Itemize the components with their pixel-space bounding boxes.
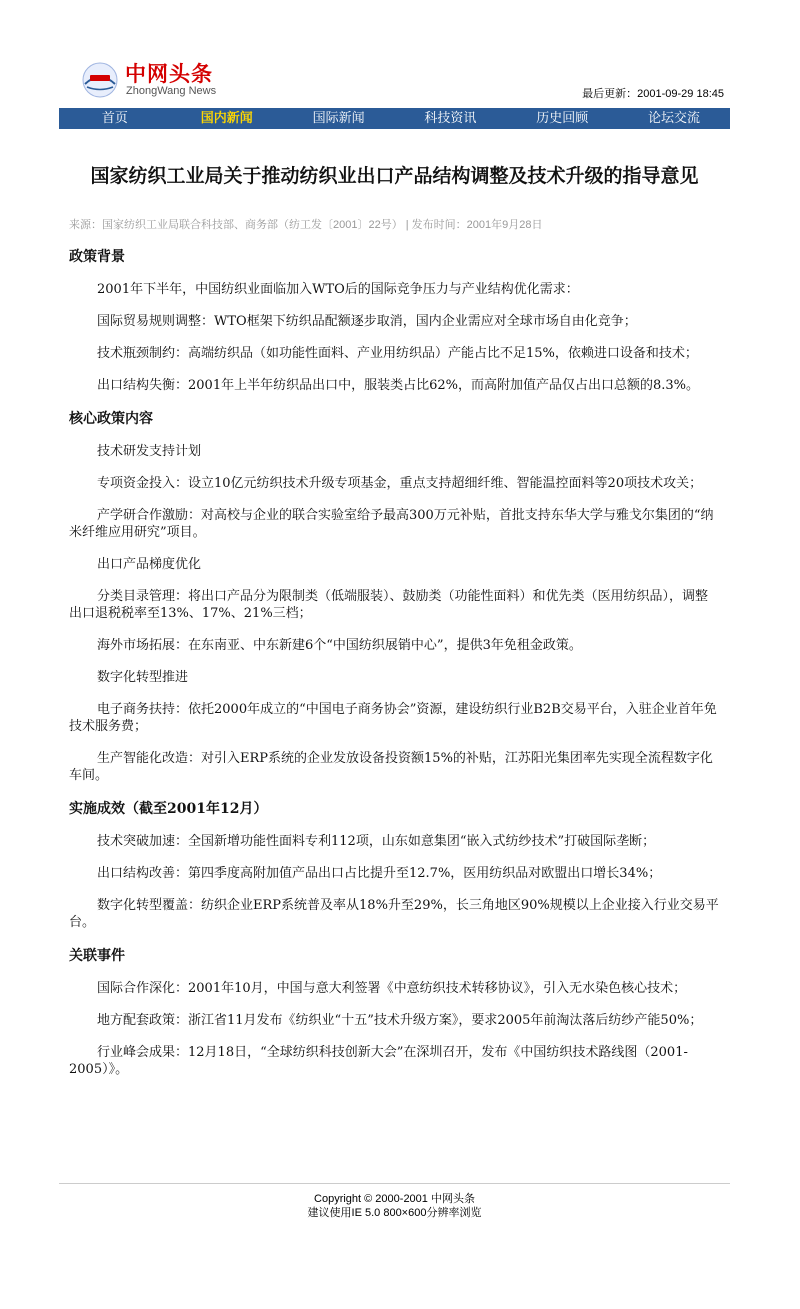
main-nav bbox=[59, 108, 730, 129]
section-heading: 政策背景 bbox=[69, 249, 125, 265]
site-footer bbox=[59, 1192, 730, 1220]
logo-title[interactable]: 中网头条 bbox=[125, 62, 213, 86]
page bbox=[59, 0, 730, 1219]
footer-divider bbox=[59, 1183, 730, 1184]
nav-item-history[interactable]: 历史回顾 bbox=[536, 111, 589, 126]
paragraph: 技术瓶颈制约：高端纺织品（如功能性面料、产业用纺织品）产能占比不足15%，依赖进口设备和技术； bbox=[97, 346, 698, 361]
article-title: 国家纺织工业局关于推动纺织业出口产品结构调整及技术升级的指导意见 bbox=[90, 164, 699, 187]
logo-subtitle: ZhongWang News bbox=[126, 85, 217, 97]
last-updated: 最后更新：2001-09-29 18:45 bbox=[582, 88, 724, 100]
article-body bbox=[69, 247, 720, 1078]
paragraph: 分类目录管理：将出口产品分为限制类（低端服装）、鼓励类（功能性面料）和优先类（医用纺织品），调整出口退税税率至13%、17%、21%三档； bbox=[69, 589, 709, 621]
nav-item-domestic-news[interactable]: 国内新闻 bbox=[200, 111, 253, 126]
paragraph: 出口结构失衡：2001年上半年纺织品出口中，服装类占比62%，而高附加值产品仅占出口总额的8.3%。 bbox=[97, 378, 700, 393]
paragraph: 国际贸易规则调整：WTO框架下纺织品配额逐步取消，国内企业需应对全球市场自由化竞争； bbox=[97, 314, 637, 329]
paragraph: 国际合作深化：2001年10月，中国与意大利签署《中意纺织技术转移协议》，引入无水染色核心技术； bbox=[97, 981, 687, 996]
paragraph: 2001年下半年，中国纺织业面临加入WTO后的国际竞争压力与产业结构优化需求： bbox=[97, 282, 579, 297]
site-header bbox=[59, 0, 730, 107]
paragraph: 电子商务扶持：依托2000年成立的“中国电子商务协会”资源，建设纺织行业B2B交易平台，入驻企业首年免技术服务费； bbox=[69, 702, 717, 734]
paragraph: 生产智能化改造：对引入ERP系统的企业发放设备投资额15%的补贴，江苏阳光集团率先实现全流程数字化车间。 bbox=[69, 751, 713, 783]
paragraph: 数字化转型覆盖：纺织企业ERP系统普及率从18%升至29%，长三角地区90%规模以上企业接入行业交易平台。 bbox=[69, 898, 719, 930]
subheading: 技术研发支持计划 bbox=[97, 444, 202, 459]
paragraph: 产学研合作激励：对高校与企业的联合实验室给予最高300万元补贴，首批支持东华大学与雅戈尔集团的“纳米纤维应用研究”项目。 bbox=[69, 508, 714, 540]
browser-hint: 建议使用IE 5.0 800×600分辨率浏览 bbox=[307, 1207, 482, 1219]
copyright: Copyright © 2000-2001 中网头条 bbox=[314, 1193, 475, 1205]
paragraph: 地方配套政策：浙江省11月发布《纺织业“十五”技术升级方案》，要求2005年前淘汰落后纺纱产能50%； bbox=[97, 1013, 703, 1028]
nav-item-international-news[interactable]: 国际新闻 bbox=[312, 111, 365, 126]
section-heading: 实施成效（截至2001年12月） bbox=[69, 801, 268, 817]
paragraph: 行业峰会成果：12月18日，“全球纺织科技创新大会”在深圳召开，发布《中国纺织技术路线图（2001-2005）》。 bbox=[69, 1045, 688, 1077]
section-heading: 关联事件 bbox=[69, 948, 125, 964]
section-heading: 核心政策内容 bbox=[69, 411, 153, 427]
subheading: 出口产品梯度优化 bbox=[97, 557, 202, 572]
subheading: 数字化转型推进 bbox=[97, 670, 189, 685]
logo-icon[interactable] bbox=[79, 62, 121, 98]
paragraph: 海外市场拓展：在东南亚、中东新建6个“中国纺织展销中心”，提供3年免租金政策。 bbox=[97, 638, 582, 653]
paragraph: 技术突破加速：全国新增功能性面料专利112项，山东如意集团“嵌入式纺纱技术”打破国际垄断； bbox=[97, 834, 656, 849]
article-meta: 来源：国家纺织工业局联合科技部、商务部（纺工发〔2001〕22号） | 发布时间：2001年9月28日 bbox=[69, 219, 543, 231]
nav-item-home[interactable]: 首页 bbox=[101, 111, 128, 126]
nav-item-tech-news[interactable]: 科技资讯 bbox=[424, 111, 477, 126]
paragraph: 专项资金投入：设立10亿元纺织技术升级专项基金，重点支持超细纤维、智能温控面料等20项技术攻关； bbox=[97, 476, 703, 491]
nav-item-forum[interactable]: 论坛交流 bbox=[648, 111, 701, 126]
paragraph: 出口结构改善：第四季度高附加值产品出口占比提升至12.7%，医用纺织品对欧盟出口增长34%； bbox=[97, 866, 662, 881]
